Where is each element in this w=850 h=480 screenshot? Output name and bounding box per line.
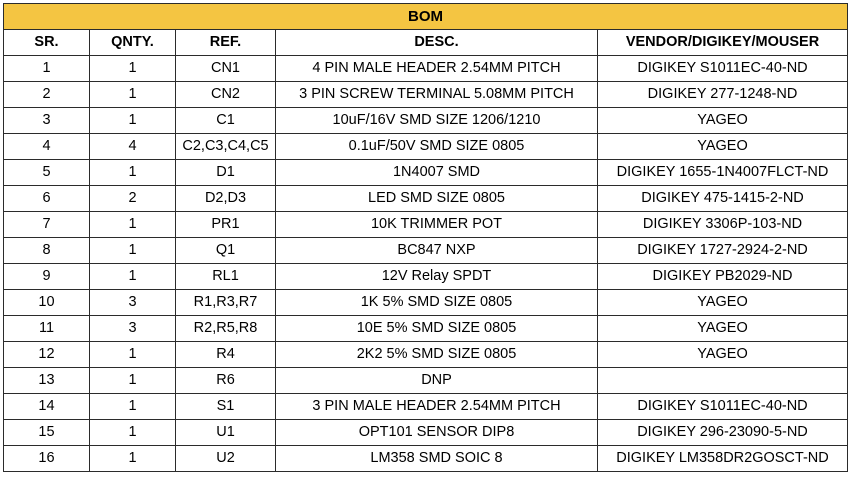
- cell-sr: 15: [4, 420, 90, 446]
- cell-qty: 1: [90, 446, 176, 472]
- cell-sr: 7: [4, 212, 90, 238]
- column-header-vendor: VENDOR/DIGIKEY/MOUSER: [598, 30, 848, 56]
- cell-vendor: DIGIKEY S1011EC-40-ND: [598, 56, 848, 82]
- cell-qty: 1: [90, 264, 176, 290]
- cell-qty: 1: [90, 82, 176, 108]
- cell-sr: 9: [4, 264, 90, 290]
- cell-sr: 14: [4, 394, 90, 420]
- cell-sr: 8: [4, 238, 90, 264]
- cell-desc: DNP: [276, 368, 598, 394]
- column-header-desc: DESC.: [276, 30, 598, 56]
- table-row: [4, 290, 848, 316]
- cell-ref: R2,R5,R8: [176, 316, 276, 342]
- cell-sr: 3: [4, 108, 90, 134]
- table-row: [4, 186, 848, 212]
- cell-ref: C1: [176, 108, 276, 134]
- cell-sr: 13: [4, 368, 90, 394]
- table-row: [4, 394, 848, 420]
- table-row: [4, 342, 848, 368]
- table-row: [4, 82, 848, 108]
- table-row: [4, 420, 848, 446]
- cell-qty: 1: [90, 238, 176, 264]
- cell-vendor: DIGIKEY 296-23090-5-ND: [598, 420, 848, 446]
- cell-sr: 12: [4, 342, 90, 368]
- table-row: [4, 264, 848, 290]
- table-title: BOM: [4, 4, 848, 30]
- cell-qty: 3: [90, 290, 176, 316]
- cell-ref: U1: [176, 420, 276, 446]
- cell-ref: CN2: [176, 82, 276, 108]
- cell-desc: 12V Relay SPDT: [276, 264, 598, 290]
- cell-vendor: DIGIKEY PB2029-ND: [598, 264, 848, 290]
- cell-ref: D1: [176, 160, 276, 186]
- cell-qty: 2: [90, 186, 176, 212]
- title-row: [4, 4, 848, 30]
- cell-ref: S1: [176, 394, 276, 420]
- cell-vendor: DIGIKEY 277-1248-ND: [598, 82, 848, 108]
- cell-sr: 5: [4, 160, 90, 186]
- column-header-sr: SR.: [4, 30, 90, 56]
- cell-vendor: DIGIKEY S1011EC-40-ND: [598, 394, 848, 420]
- cell-ref: CN1: [176, 56, 276, 82]
- cell-desc: BC847 NXP: [276, 238, 598, 264]
- cell-vendor: DIGIKEY 3306P-103-ND: [598, 212, 848, 238]
- cell-sr: 6: [4, 186, 90, 212]
- table-row: [4, 160, 848, 186]
- cell-desc: OPT101 SENSOR DIP8: [276, 420, 598, 446]
- cell-vendor: DIGIKEY 1655-1N4007FLCT-ND: [598, 160, 848, 186]
- cell-desc: 3 PIN SCREW TERMINAL 5.08MM PITCH: [276, 82, 598, 108]
- cell-qty: 1: [90, 368, 176, 394]
- cell-sr: 10: [4, 290, 90, 316]
- cell-ref: U2: [176, 446, 276, 472]
- cell-vendor: DIGIKEY 475-1415-2-ND: [598, 186, 848, 212]
- table-body: [4, 56, 848, 472]
- column-header-ref: REF.: [176, 30, 276, 56]
- cell-qty: 1: [90, 56, 176, 82]
- cell-ref: R6: [176, 368, 276, 394]
- table-row: [4, 134, 848, 160]
- cell-ref: RL1: [176, 264, 276, 290]
- cell-desc: LM358 SMD SOIC 8: [276, 446, 598, 472]
- cell-ref: R4: [176, 342, 276, 368]
- cell-vendor: YAGEO: [598, 134, 848, 160]
- cell-qty: 1: [90, 394, 176, 420]
- cell-vendor: [598, 368, 848, 394]
- cell-qty: 1: [90, 212, 176, 238]
- cell-qty: 1: [90, 342, 176, 368]
- cell-vendor: DIGIKEY LM358DR2GOSCT-ND: [598, 446, 848, 472]
- cell-ref: C2,C3,C4,C5: [176, 134, 276, 160]
- cell-sr: 2: [4, 82, 90, 108]
- table-row: [4, 316, 848, 342]
- cell-vendor: YAGEO: [598, 108, 848, 134]
- table-row: [4, 212, 848, 238]
- cell-desc: 10uF/16V SMD SIZE 1206/1210: [276, 108, 598, 134]
- cell-desc: 4 PIN MALE HEADER 2.54MM PITCH: [276, 56, 598, 82]
- cell-vendor: YAGEO: [598, 290, 848, 316]
- cell-sr: 16: [4, 446, 90, 472]
- header-row: [4, 30, 848, 56]
- cell-desc: 2K2 5% SMD SIZE 0805: [276, 342, 598, 368]
- cell-vendor: YAGEO: [598, 342, 848, 368]
- cell-desc: 10E 5% SMD SIZE 0805: [276, 316, 598, 342]
- cell-desc: 10K TRIMMER POT: [276, 212, 598, 238]
- cell-desc: LED SMD SIZE 0805: [276, 186, 598, 212]
- bom-table: [3, 3, 848, 472]
- table-row: [4, 446, 848, 472]
- table-row: [4, 238, 848, 264]
- cell-qty: 1: [90, 160, 176, 186]
- cell-sr: 1: [4, 56, 90, 82]
- table-row: [4, 108, 848, 134]
- cell-sr: 4: [4, 134, 90, 160]
- cell-qty: 4: [90, 134, 176, 160]
- table-row: [4, 368, 848, 394]
- bom-table-container: [3, 3, 848, 472]
- cell-ref: D2,D3: [176, 186, 276, 212]
- column-header-qty: QNTY.: [90, 30, 176, 56]
- cell-vendor: YAGEO: [598, 316, 848, 342]
- cell-ref: Q1: [176, 238, 276, 264]
- table-row: [4, 56, 848, 82]
- cell-ref: PR1: [176, 212, 276, 238]
- cell-desc: 1K 5% SMD SIZE 0805: [276, 290, 598, 316]
- cell-qty: 3: [90, 316, 176, 342]
- cell-vendor: DIGIKEY 1727-2924-2-ND: [598, 238, 848, 264]
- cell-desc: 3 PIN MALE HEADER 2.54MM PITCH: [276, 394, 598, 420]
- cell-ref: R1,R3,R7: [176, 290, 276, 316]
- cell-desc: 0.1uF/50V SMD SIZE 0805: [276, 134, 598, 160]
- cell-sr: 11: [4, 316, 90, 342]
- cell-qty: 1: [90, 108, 176, 134]
- cell-desc: 1N4007 SMD: [276, 160, 598, 186]
- cell-qty: 1: [90, 420, 176, 446]
